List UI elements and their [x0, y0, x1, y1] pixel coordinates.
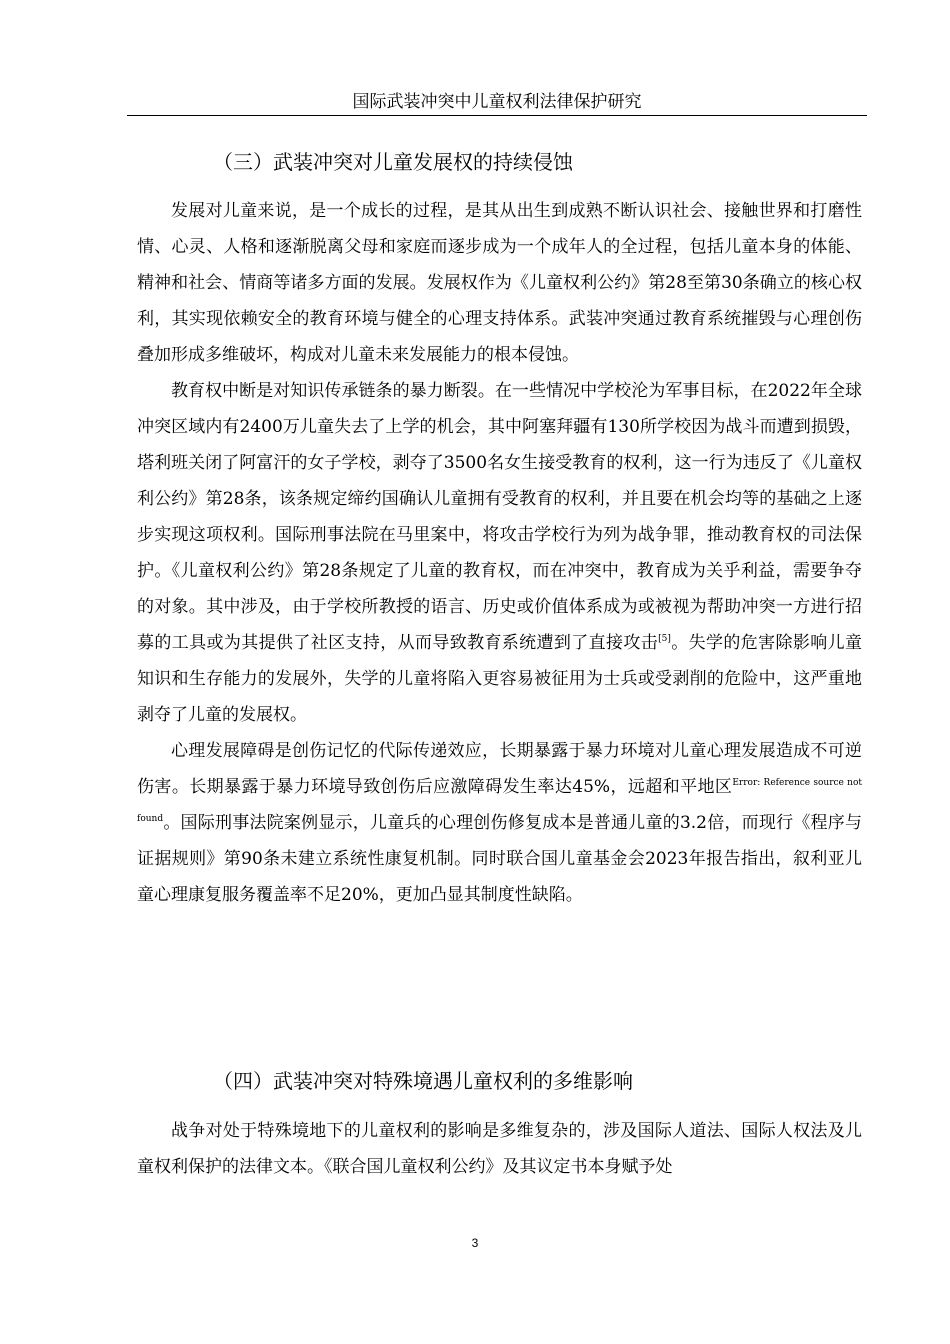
section-heading-4: （四）武装冲突对特殊境遇儿童权利的多维影响 [213, 1069, 633, 1093]
running-header [127, 90, 867, 116]
paragraph-education-text: 教育权中断是对知识传承链条的暴力断裂。在一些情况中学校沦为军事目标，在2022年全球冲突区域内有2400万儿童失去了上学的机会，其中阿塞拜疆有130所学校因为战斗而遭到损毁，塔利班关闭了阿富汗的女子学校，剥夺了3500名女生接受教育的权利，这一行为违反了《儿童权利公约》第28条，该条规定缔约国确认儿童拥有受教育的权利，并且要在机会均等的基础之上逐步实现这项权利。国际刑事法院在马里案中，将攻击学校行为列为战争罪，推动教育权的司法保护。《儿童权利公约》第28条规定了儿童的教育权，而在冲突中，教育成为关乎利益，需要争夺的对象。其中涉及，由于学校所教授的语言、历史或价值体系成为或被视为帮助冲突一方进行招募的工具或为其提供了社区支持，从而导致教育系统遭到了直接攻击 [137, 381, 862, 653]
citation-reference: [5] [658, 634, 671, 644]
paragraph-education [137, 373, 862, 733]
paragraph-education-text-end: 。失学的危害除影响儿童知识和生存能力的发展外，失学的儿童将陷入更容易被征用为士兵或受剥削的危险中，这严重地剥夺了儿童的发展权。 [137, 633, 863, 725]
paragraph-psychology-text-end: 。国际刑事法院案例显示，儿童兵的心理创伤修复成本是普通儿童的3.2倍，而现行《程序与证据规则》第90条未建立系统性康复机制。同时联合国儿童基金会2023年报告指出，叙利亚儿童心理康复服务覆盖率不足20%，更加凸显其制度性缺陷。 [137, 813, 862, 905]
paragraph-special-circumstances: 战争对处于特殊境地下的儿童权利的影响是多维复杂的，涉及国际人道法、国际人权法及儿童权利保护的法律文本。《联合国儿童权利公约》及其议定书本身赋予处 [137, 1121, 862, 1177]
running-header-title: 国际武装冲突中儿童权利法律保护研究 [352, 92, 642, 112]
section-heading-3: （三）武装冲突对儿童发展权的持续侵蚀 [213, 150, 573, 174]
section-3-body [137, 193, 862, 913]
paragraph-psychology [137, 733, 862, 913]
page-number: 3 [471, 1236, 479, 1250]
paragraph-psychology-text: 心理发展障碍是创伤记忆的代际传递效应，长期暴露于暴力环境对儿童心理发展造成不可逆伤害。长期暴露于暴力环境导致创伤后应激障碍发生率达45%，远超和平地区 [137, 741, 862, 797]
paragraph-development: 发展对儿童来说，是一个成长的过程，是其从出生到成熟不断认识社会、接触世界和打磨性情、心灵、人格和逐渐脱离父母和家庭而逐步成为一个成年人的全过程，包括儿童本身的体能、精神和社会、情商等诸多方面的发展。发展权作为《儿童权利公约》第28至第30条确立的核心权利，其实现依赖安全的教育环境与健全的心理支持体系。武装冲突通过教育系统摧毁与心理创伤叠加形成多维破坏，构成对儿童未来发展能力的根本侵蚀。 [137, 201, 862, 365]
reference-error-note: Error: Reference source not found [137, 778, 862, 824]
section-4-body [137, 1113, 862, 1185]
